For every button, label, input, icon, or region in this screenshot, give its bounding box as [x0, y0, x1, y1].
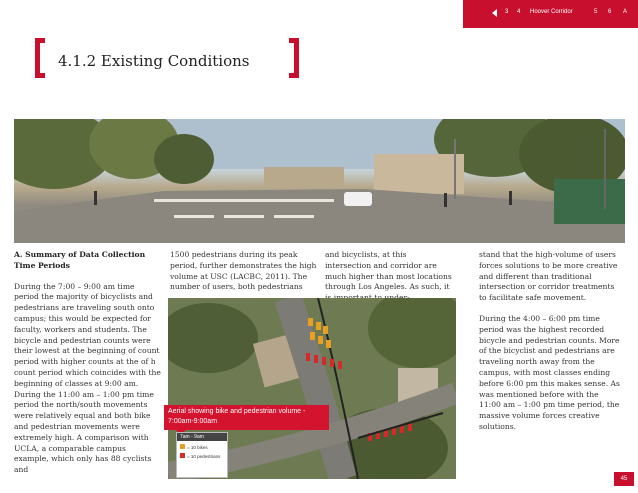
- chapter-nav: [463, 0, 638, 28]
- text-column-1: [14, 250, 161, 476]
- aerial-caption: Aerial showing bike and pedestrian volume - 7:00am-9:00am: [164, 405, 329, 430]
- paragraph: 1500 pedestrians during its peak period, further demonstrates the high volume at USC (LACBC, 2011). The number of users, both pedestrians: [170, 250, 317, 292]
- subsection-title: A. Summary of Data Collection Time Periods: [14, 250, 146, 270]
- map-legend: [176, 432, 228, 478]
- left-bracket-decoration: [35, 38, 45, 78]
- bike-marker-icon: [180, 444, 185, 449]
- nav-item-6[interactable]: 6: [608, 9, 612, 15]
- paragraph: During the 11:00 am – 1:00 pm time period the north/south movements were relatively equal and both bike and pedestrian movements were extremely high. A comparison with UCLA, a comparable campus example, which only has 88 cyclists and: [14, 389, 154, 475]
- paragraph: During the 7:00 – 9:00 am time period the majority of bicyclists and pedestrians are traveling south onto campus; this would be expected for faculty, workers and students. The bicycle and pedestrian counts were their lowest at the beginning of count period with higher counts at the of h count period which coincides with the beginning of classes at 9:00 am.: [14, 281, 161, 388]
- text-column-3: [325, 250, 455, 304]
- legend-title: 7am - 9am: [177, 433, 227, 441]
- pedestrian-marker-icon: [180, 453, 185, 458]
- nav-item-5[interactable]: 5: [594, 9, 598, 15]
- legend-item: = 10 pedestrians: [187, 454, 221, 459]
- section-heading: 4.1.2 Existing Conditions: [58, 52, 250, 70]
- nav-item-hoover-corridor[interactable]: Hoover Corridor: [530, 9, 573, 15]
- nav-item-4[interactable]: 4: [517, 9, 521, 15]
- paragraph: stand that the high-volume of users forces solutions to be more creative and different than traditional intersection or corridor treatments to facilitate safe movement.: [479, 250, 618, 303]
- text-column-2: [170, 250, 318, 293]
- paragraph: During the 4:00 – 6:00 pm time period was the highest recorded bicycle and pedestrian counts. More of the bicyclist and pedestrians are traveling north away from the campus, with most classes ending before 6:00 pm this makes sense. As was mentioned before with the 11:00 am – 1:00 pm time period, the massive volume forces creative solutions.: [479, 313, 620, 431]
- nav-item-3[interactable]: 3: [505, 9, 509, 15]
- paragraph: and bicyclists, at this intersection and corridor are much higher than most locations through Los Angeles. As such, it: [325, 250, 452, 292]
- left-arrow-icon[interactable]: [491, 9, 499, 17]
- text-column-4: [479, 250, 621, 433]
- page-number: 45: [614, 472, 634, 486]
- nav-item-a[interactable]: A: [623, 9, 628, 15]
- right-bracket-decoration: [289, 38, 299, 78]
- street-photo: [14, 119, 625, 243]
- legend-item: = 10 bikes: [187, 445, 208, 450]
